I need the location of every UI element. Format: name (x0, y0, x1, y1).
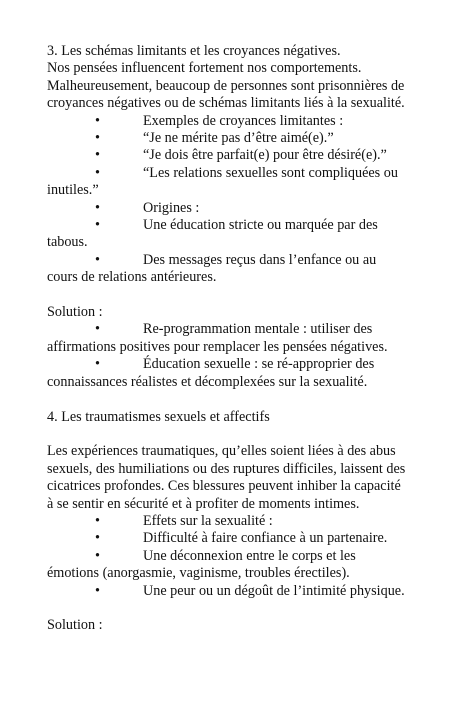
bullet-icon: • (95, 321, 100, 338)
bullet-icon: • (95, 112, 100, 129)
paragraph-gap (47, 391, 407, 408)
list-item-text: “Je ne mérite pas d’être aimé(e).” (143, 130, 334, 147)
solution-label: Solution : (47, 617, 103, 634)
document-page (47, 43, 407, 635)
bullet-icon: • (95, 251, 100, 268)
section-3-heading: 3. Les schémas limitants et les croyances négatives. (47, 43, 341, 59)
list-item (47, 321, 407, 356)
list-item-text: Une déconnexion entre le corps et les émotions (anorgasmie, vaginisme, troubles érectiles). (47, 547, 356, 582)
bullet-icon: • (95, 547, 100, 564)
list-item (47, 200, 407, 217)
list-item (47, 217, 407, 252)
list-item-text: Une éducation stricte ou marquée par des tabous. (47, 217, 378, 251)
paragraph-gap (47, 426, 407, 443)
bullet-icon: • (95, 130, 100, 147)
list-item-text: Re-programmation mentale : utiliser des affirmations positives pour remplacer les pensées négatives. (47, 321, 388, 355)
paragraph-gap (47, 600, 407, 617)
list-item-text: Éducation sexuelle : se ré-approprier des connaissances réalistes et décomplexées sur la sexualité. (47, 356, 375, 390)
list-item-text: Effets sur la sexualité : (143, 512, 273, 529)
list-item (47, 530, 407, 547)
list-item (47, 113, 407, 130)
paragraph-gap (47, 287, 407, 304)
bullet-icon: • (95, 164, 100, 181)
list-item (47, 548, 407, 583)
list-item-text: Exemples de croyances limitantes : (143, 112, 344, 129)
list-item (47, 252, 407, 287)
list-item-text: “Je dois être parfait(e) pour être désiré(e).” (143, 147, 387, 164)
list-item (47, 356, 407, 391)
list-item (47, 130, 407, 147)
list-item-text: Des messages reçus dans l’enfance ou au cours de relations antérieures. (47, 251, 377, 286)
list-item (47, 513, 407, 530)
bullet-icon: • (95, 199, 100, 216)
bullet-icon: • (95, 582, 100, 599)
list-item-text: “Les relations sexuelles sont compliquées ou inutiles.” (47, 164, 398, 199)
bullet-icon: • (95, 147, 100, 164)
bullet-icon: • (95, 217, 100, 234)
list-item (47, 165, 407, 200)
bullet-icon: • (95, 530, 100, 547)
solution-label: Solution : (47, 304, 103, 321)
list-item-text: Une peur ou un dégoût de l’intimité physique. (143, 582, 405, 599)
section-3-intro: Nos pensées influencent fortement nos comportements. Malheureusement, beaucoup de personnes sont prisonnières de croyances négatives ou de schémas limitants liés à la sexualité. (47, 60, 405, 112)
list-item (47, 583, 407, 600)
bullet-icon: • (95, 356, 100, 373)
list-item-text: Origines : (143, 199, 200, 216)
list-item (47, 147, 407, 164)
section-4-intro: Les expériences traumatiques, qu’elles soient liées à des abus sexuels, des humiliations ou des ruptures difficiles, laissent des cicatrices profondes. Ces blessures peuvent inhiber la capacité à se sentir en sécurité et à profiter de moments intimes. (47, 443, 406, 512)
list-item-text: Difficulté à faire confiance à un partenaire. (143, 530, 388, 547)
bullet-icon: • (95, 512, 100, 529)
section-4-heading: 4. Les traumatismes sexuels et affectifs (47, 408, 270, 425)
